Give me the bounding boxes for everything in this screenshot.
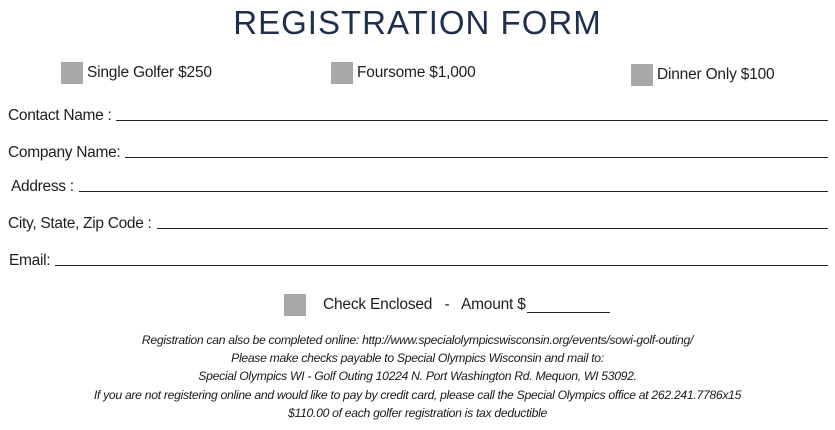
checks-payable-note: Please make checks payable to Special Olympics Wisconsin and mail to: [231, 351, 604, 366]
check-enclosed-checkbox[interactable] [284, 294, 306, 316]
credit-card-note: If you are not registering online and would like to pay by credit card, please call the Special Olympics office at 262.241.7786x15 [93, 387, 742, 402]
city-state-zip-field [8, 215, 828, 233]
amount-input-line[interactable] [527, 298, 610, 313]
mailing-address-note: Special Olympics WI - Golf Outing 10224 N. Port Washington Rd. Mequon, WI 53092. [198, 369, 637, 384]
single-golfer-checkbox[interactable] [61, 62, 83, 84]
email-label: Email: [9, 252, 51, 269]
check-enclosed-row [284, 294, 610, 316]
company-name-input-line[interactable] [125, 156, 828, 158]
company-name-label: Company Name: [8, 144, 121, 161]
single-golfer-label: Single Golfer $250 [87, 64, 212, 81]
online-registration-note: Registration can also be completed online: http://www.specialolympicswisconsin.org/events/sowi-golf-outing/ [141, 333, 694, 347]
address-label: Address : [11, 178, 74, 195]
address-input-line[interactable] [79, 190, 828, 192]
email-field [9, 252, 828, 270]
option-single-golfer[interactable] [61, 62, 212, 84]
city-state-zip-input-line[interactable] [157, 227, 828, 229]
instructions-block [0, 331, 835, 422]
email-input-line[interactable] [55, 264, 828, 266]
check-enclosed-label: Check Enclosed - Amount $ [323, 296, 526, 313]
option-dinner-only[interactable] [631, 64, 774, 86]
dinner-only-checkbox[interactable] [631, 64, 653, 86]
form-title: REGISTRATION FORM [233, 4, 602, 41]
contact-name-input-line[interactable] [116, 119, 828, 121]
tax-deductible-note: $110.00 of each golfer registration is tax deductible [288, 405, 547, 420]
address-field [11, 178, 828, 196]
foursome-label: Foursome $1,000 [357, 64, 476, 81]
contact-name-label: Contact Name : [8, 107, 112, 124]
option-foursome[interactable] [331, 62, 476, 84]
dinner-only-label: Dinner Only $100 [657, 66, 775, 83]
contact-name-field [8, 107, 828, 125]
city-state-zip-label: City, State, Zip Code : [8, 215, 152, 232]
foursome-checkbox[interactable] [331, 62, 353, 84]
company-name-field [8, 144, 828, 162]
